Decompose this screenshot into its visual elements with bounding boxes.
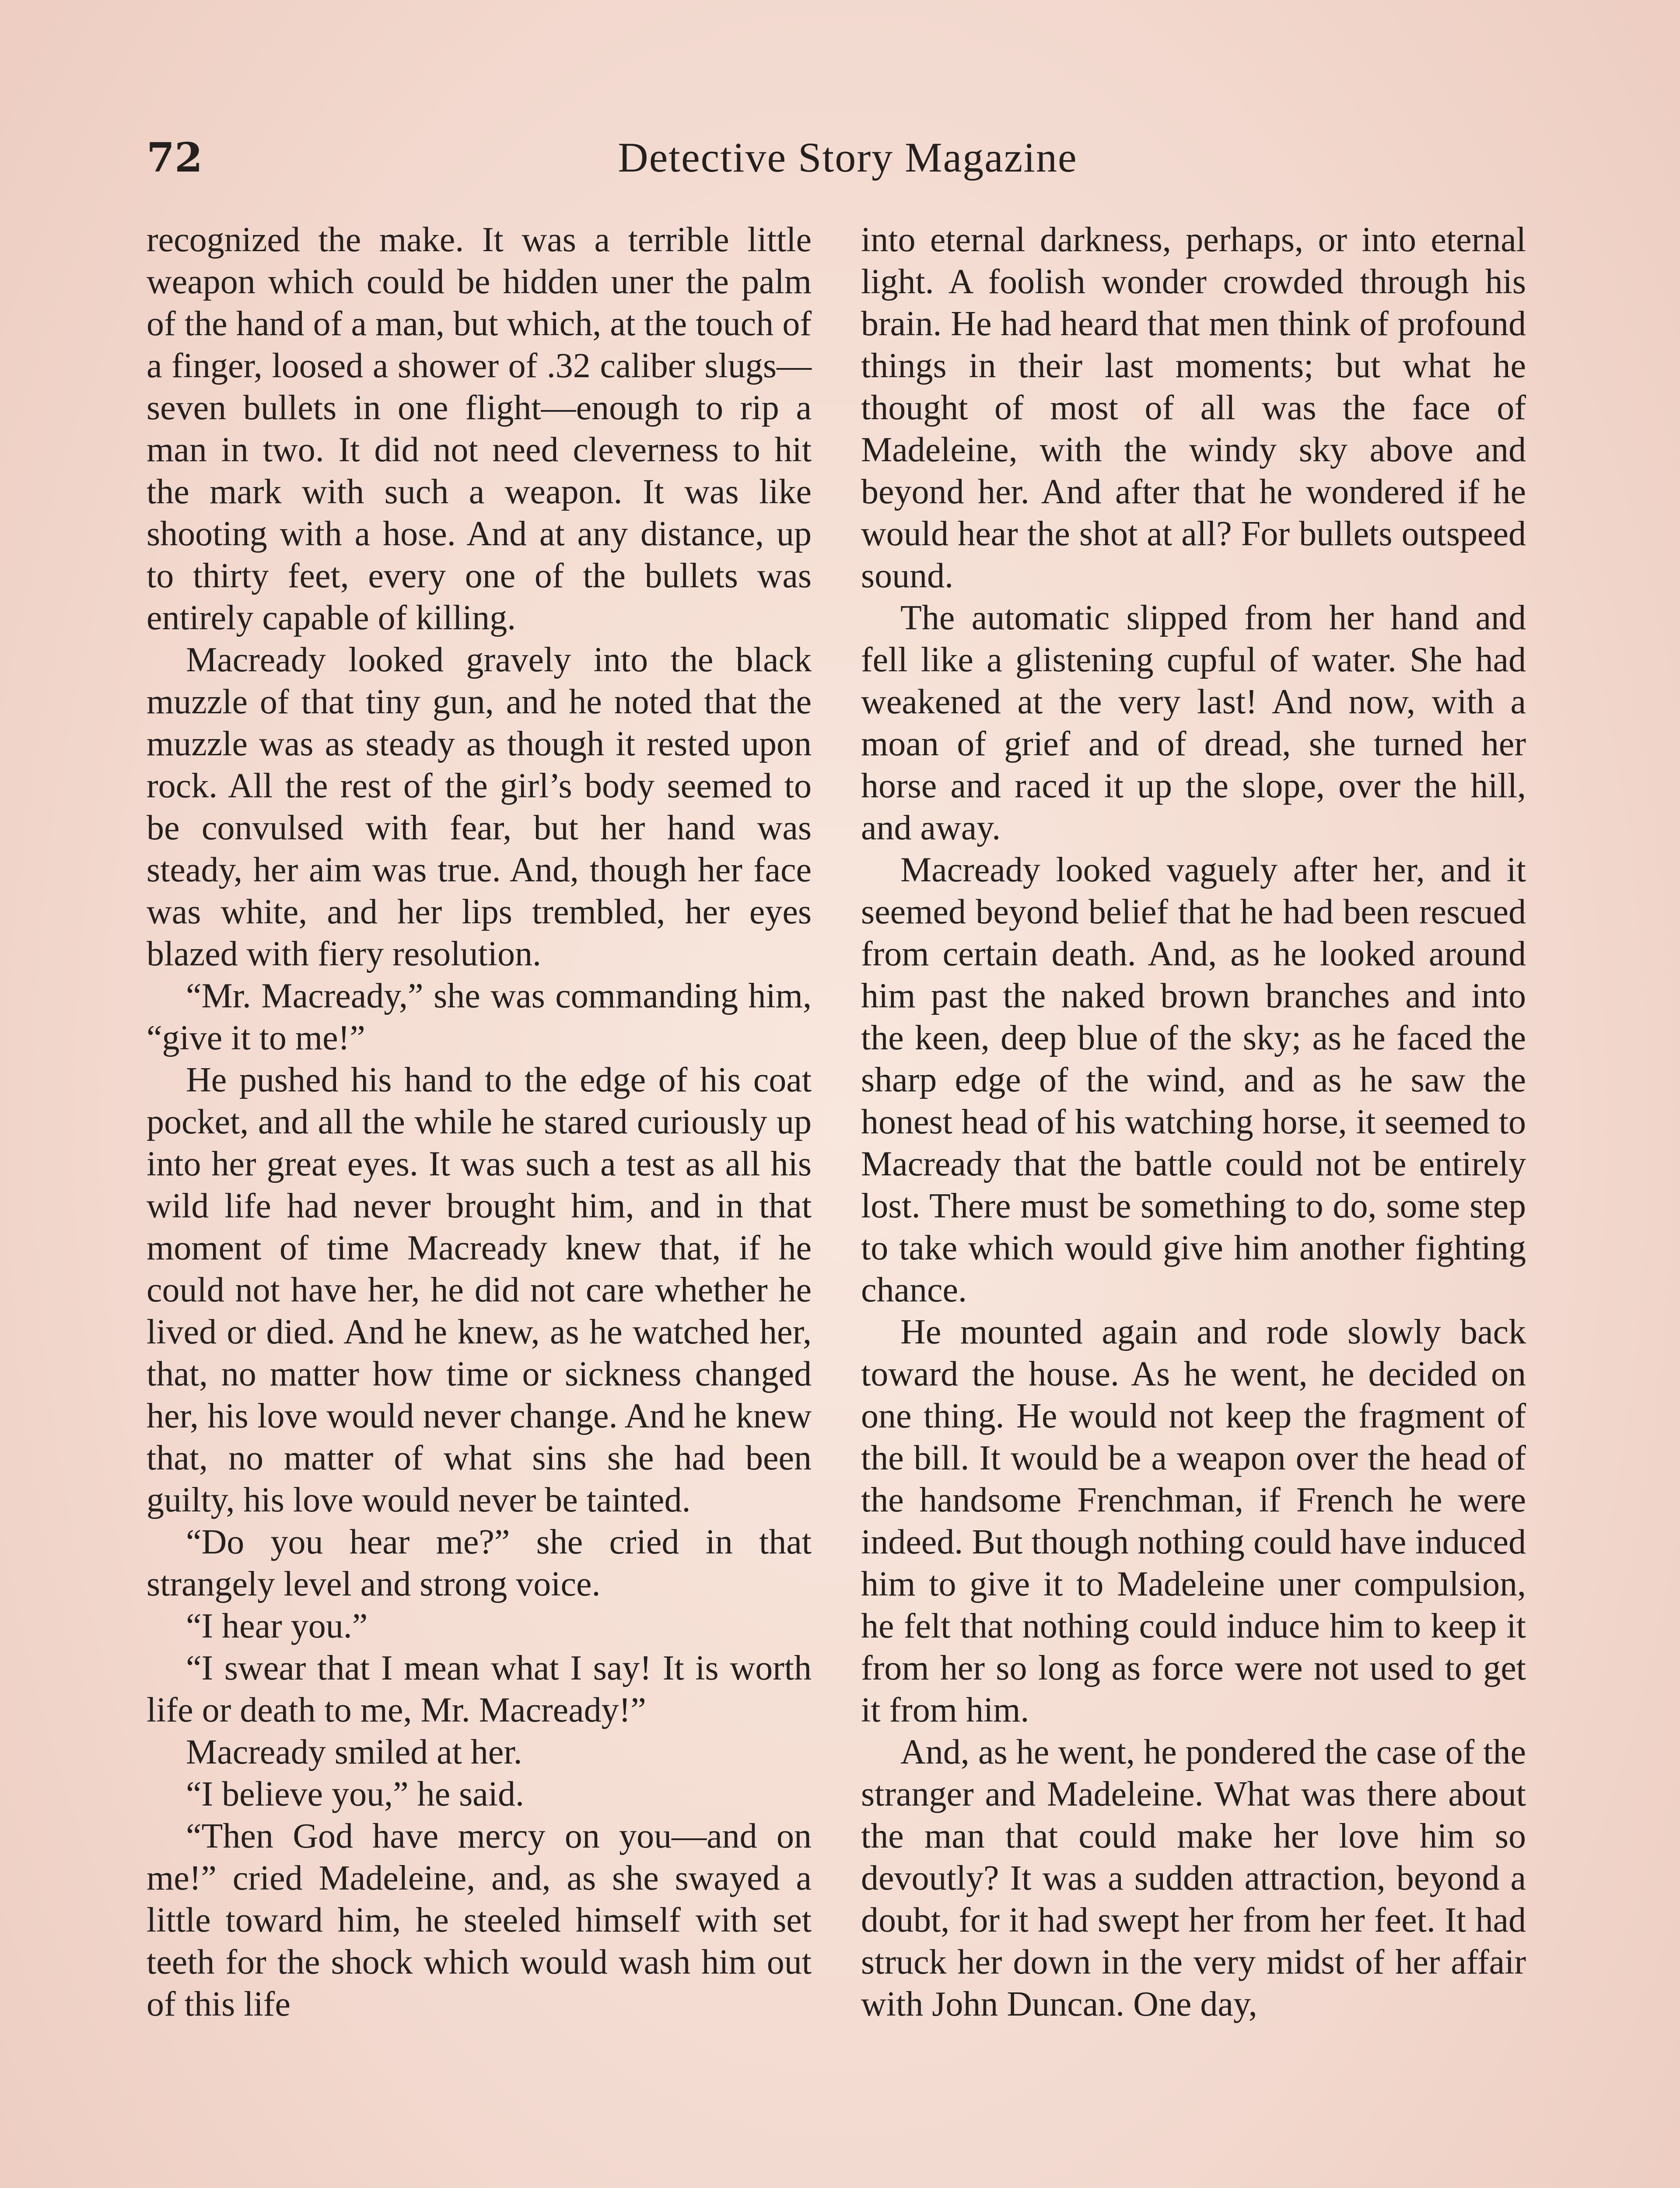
- paragraph: “Then God have mercy on you—and on me!” cried Madeleine, and, as she swayed a little toward him, he steeled himself with set teeth for the shock which would wash him out of this life: [147, 1817, 812, 2023]
- paragraph: “I swear that I mean what I say! It is worth life or death to me, Mr. Macready!”: [147, 1649, 812, 1729]
- paragraph: “I hear you.”: [186, 1607, 368, 1645]
- paragraph: “Do you hear me?” she cried in that strangely level and strong voice.: [147, 1523, 812, 1603]
- text-column-right: [861, 219, 1526, 2025]
- paragraph: “I believe you,” he said.: [186, 1775, 525, 1813]
- paragraph: into eternal darkness, perhaps, or into eternal light. A foolish wonder crowded through his brain. He had heard that men think of profound things in their last moments; but what he thought of most of all was the face of Madeleine, with the windy sky above and beyond her. And after that he wondered if he would hear the shot at all? For bullets outspeed sound.: [861, 221, 1526, 595]
- paragraph: The automatic slipped from her hand and fell like a glistening cupful of water. She had weakened at the very last! And now, with a moan of grief and of dread, she turned her horse and raced it up the slope, over the hill, and away.: [861, 599, 1526, 847]
- page-header: [147, 127, 1549, 188]
- paragraph: Macready looked gravely into the black muzzle of that tiny gun, and he noted that the muzzle was as steady as though it rested upon rock. All the rest of the girl’s body seemed to be convulsed with fear, but her hand was steady, her aim was true. And, though her face was white, and her lips trembled, her eyes blazed with fiery resolution.: [147, 641, 812, 973]
- paragraph: “Mr. Macready,” she was commanding him, “give it to me!”: [147, 977, 812, 1057]
- paragraph: recognized the make. It was a terrible little weapon which could be hidden uner the palm of the hand of a man, but which, at the touch of a finger, loosed a shower of .32 caliber slugs—seven bullets in one flight—enough to rip a man in two. It did not need cleverness to hit the mark with such a weapon. It was like shooting with a hose. And at any distance, up to thirty feet, every one of the bullets was entirely capable of killing.: [147, 221, 812, 637]
- text-column-left: [147, 219, 812, 2025]
- paragraph: And, as he went, he pondered the case of the stranger and Madeleine. What was there about the man that could make her love him so devoutly? It was a sudden attraction, beyond a doubt, for it had swept her from her feet. It had struck her down in the very midst of her affair with John Duncan. One day,: [861, 1733, 1526, 2023]
- paragraph: He pushed his hand to the edge of his coat pocket, and all the while he stared curiously up into her great eyes. It was such a test as all his wild life had never brought him, and in that moment of time Macready knew that, if he could not have her, he did not care whether he lived or died. And he knew, as he watched her, that, no matter how time or sickness changed her, his love would never change. And he knew that, no matter of what sins she had been guilty, his love would never be tainted.: [147, 1061, 812, 1519]
- running-title: Detective Story Magazine: [618, 134, 1078, 181]
- paragraph: Macready smiled at her.: [186, 1733, 522, 1771]
- paragraph: Macready looked vaguely after her, and it seemed beyond belief that he had been rescued from certain death. And, as he looked around him past the naked brown branches and into the keen, deep blue of the sky; as he faced the sharp edge of the wind, and as he saw the honest head of his watching horse, it seemed to Macready that the battle could not be entirely lost. There must be something to do, some step to take which would give him another fighting chance.: [861, 851, 1526, 1309]
- page-number: 72: [147, 134, 203, 181]
- paragraph: He mounted again and rode slowly back toward the house. As he went, he decided on one thing. He would not keep the fragment of the bill. It would be a weapon over the head of the handsome Frenchman, if French he were indeed. But though nothing could have induced him to give it to Madeleine uner compulsion, he felt that nothing could induce him to keep it from her so long as force were not used to get it from him.: [861, 1313, 1526, 1729]
